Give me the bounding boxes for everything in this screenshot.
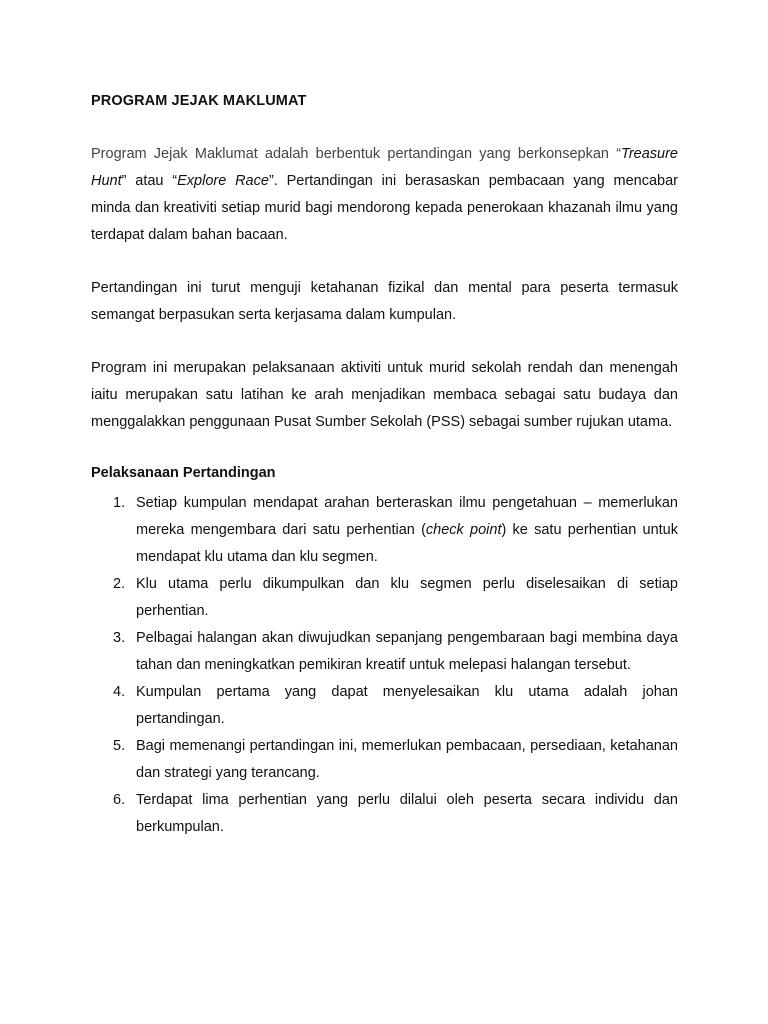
intro-rest-text: Pertandingan ini berasaskan pembacaan yang mencabar minda dan kreativiti setiap murid bagi mendorong kepada penerokaan khazanah ilmu yang terdapat dalam bahan bacaan. <box>91 173 679 243</box>
list-item <box>91 679 678 733</box>
list-item-number: 5. <box>113 738 126 754</box>
list-item-text: Pelbagai halangan akan diwujudkan sepanjang pengembaraan bagi membina daya tahan dan meningkatkan pemikiran kreatif untuk melepasi halangan tersebut. <box>136 630 678 673</box>
list-item-text: Klu utama perlu dikumpulkan dan klu segmen perlu diselesaikan di setiap perhentian. <box>136 576 678 619</box>
section-heading: Pelaksanaan Pertandingan <box>91 465 276 481</box>
paragraph-3: Program ini merupakan pelaksanaan aktiviti untuk murid sekolah rendah dan menengah iaitu merupakan satu latihan ke arah menjadikan membaca sebagai satu budaya dan menggalakkan penggunaan Pusat Sumber Sekolah (PSS) sebagai sumber rujukan utama. <box>91 360 678 430</box>
list-item-text: Terdapat lima perhentian yang perlu dilalui oleh peserta secara individu dan berkumpulan. <box>136 792 678 835</box>
list-item-number: 4. <box>113 684 126 700</box>
list-item-text: Setiap kumpulan mendapat arahan berteraskan ilmu pengetahuan – memerlukan mereka mengembara dari satu perhentian ( <box>136 495 678 538</box>
list-item <box>91 571 678 625</box>
list-item-text: Bagi memenangi pertandingan ini, memerlukan pembacaan, persediaan, ketahanan dan strategi yang terancang. <box>136 738 678 781</box>
document-title: PROGRAM JEJAK MAKLUMAT <box>91 93 307 109</box>
list-item <box>91 490 678 571</box>
intro-treasure-hunt: Treasure Hunt <box>91 146 678 189</box>
list-item <box>91 625 678 679</box>
intro-explore-race: Explore Race <box>177 173 269 189</box>
intro-connector: ” atau “ <box>121 173 178 189</box>
list-item-text: Kumpulan pertama yang dapat menyelesaikan klu utama adalah johan pertandingan. <box>136 684 678 727</box>
intro-lead-text: Program Jejak Maklumat adalah berbentuk pertandingan yang berkonsepkan “ <box>91 146 622 162</box>
list-item-text-end: ) ke satu perhentian untuk mendapat klu utama dan klu segmen. <box>136 522 678 565</box>
steps-list <box>91 490 678 841</box>
list-item-number: 6. <box>113 792 126 808</box>
intro-paragraph <box>91 141 678 249</box>
list-item <box>91 733 678 787</box>
paragraph-2: Pertandingan ini turut menguji ketahanan fizikal dan mental para peserta termasuk semangat berpasukan serta kerjasama dalam kumpulan. <box>91 280 678 323</box>
list-item <box>91 787 678 841</box>
intro-closing-quote: ”. <box>268 173 278 189</box>
document-body <box>91 91 678 841</box>
list-item-number: 1. <box>113 495 126 511</box>
list-item-italic: check point <box>425 522 502 538</box>
list-item-number: 3. <box>113 630 126 646</box>
list-item-number: 2. <box>113 576 126 592</box>
